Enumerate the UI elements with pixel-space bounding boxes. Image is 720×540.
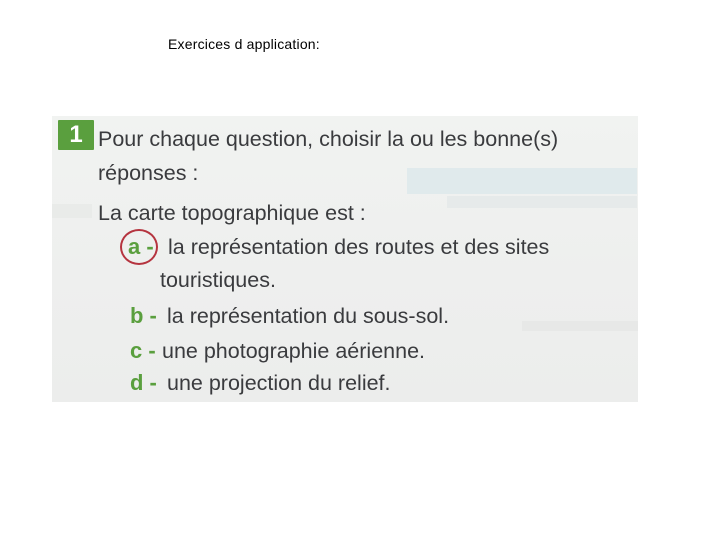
- option-d-letter: d -: [130, 370, 157, 395]
- option-b-letter: b -: [130, 303, 157, 328]
- option-a-text-line-1: la représentation des routes et des sites: [168, 235, 550, 259]
- option-b-text: la représentation du sous-sol.: [167, 304, 450, 328]
- option-c-text: une photographie aérienne.: [162, 339, 425, 363]
- question-text: La carte topographique est :: [98, 201, 366, 225]
- slide-title: Exercices d application:: [168, 36, 320, 52]
- option-a-letter: a -: [128, 234, 154, 259]
- option-c-letter: c -: [130, 338, 156, 363]
- option-a-text-line-2: touristiques.: [160, 268, 276, 292]
- answer-circle-mark: [120, 229, 158, 265]
- instruction-line-1: Pour chaque question, choisir la ou les bonne(s): [98, 127, 559, 151]
- option-d-text: une projection du relief.: [167, 371, 391, 395]
- instruction-line-2: réponses :: [98, 161, 199, 185]
- exercise-number-badge: 1: [58, 120, 94, 150]
- exercise-scan: [52, 116, 638, 402]
